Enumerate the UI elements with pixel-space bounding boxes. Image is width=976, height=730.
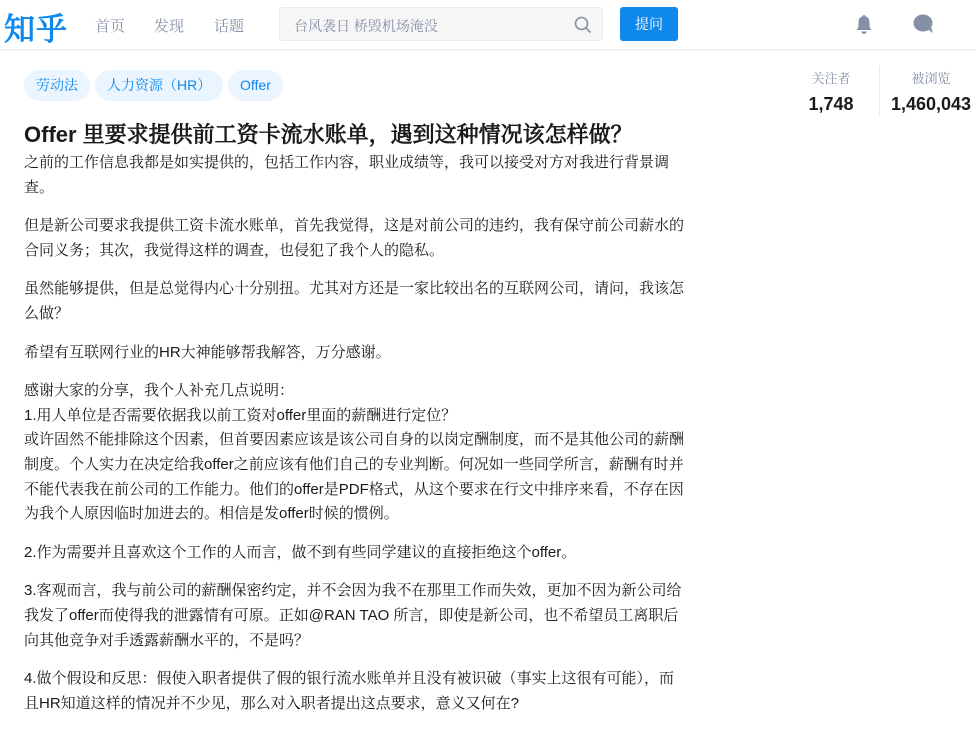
views-stat: [886, 68, 976, 115]
followers-count: 1,748: [808, 94, 854, 114]
search-input[interactable]: [279, 7, 603, 41]
paragraph-line: 感谢大家的分享，我个人补充几点说明：: [24, 382, 295, 400]
paragraph-line: 希望有互联网行业的HR大神能够帮我解答，万分感谢。: [24, 343, 391, 361]
nav-home[interactable]: 首页: [95, 18, 126, 35]
paragraph-line: 么做？: [24, 304, 70, 322]
followers-label: 关注者: [811, 71, 851, 86]
question-paragraph: [24, 277, 694, 326]
paragraph-line: 不能代表我在前公司的工作能力。他们的offer是PDF格式，从这个要求在行文中排序来看，不存在因: [24, 480, 684, 498]
paragraph-line: 2.作为需要并且喜欢这个工作的人而言，做不到有些同学建议的直接拒绝这个offer。: [24, 543, 577, 561]
top-navbar: [0, 0, 976, 50]
zhihu-logo[interactable]: 知乎: [4, 12, 68, 47]
question-paragraph: [24, 379, 694, 527]
paragraph-line: 或许固然不能排除这个因素，但首要因素应该是该公司自身的以岗定酬制度，而不是其他公司的薪酬: [24, 431, 685, 449]
paragraph-line: 之前的工作信息我都是如实提供的，包括工作内容，职业成绩等，我可以接受对方对我进行背景调: [24, 154, 670, 171]
views-label: 被浏览: [911, 71, 951, 86]
question-paragraph: [24, 341, 694, 366]
search-placeholder: 台风袭日 桥毁机场淹没: [294, 18, 438, 34]
paragraph-line: 为我个人原因临时加进去的。相信是发offer时候的惯例。: [24, 505, 399, 523]
paragraph-line: 3.客观而言，我与前公司的薪酬保密约定，并不会因为我不在那里工作而失效，更加不因为新公司给: [24, 582, 682, 600]
paragraph-line: 且HR知道这样的情况并不少见，那么对入职者提出这点要求，意义又何在?: [24, 694, 520, 712]
topic-tag-labor-law[interactable]: 劳动法: [24, 70, 90, 101]
question-paragraph: [24, 151, 694, 200]
question-paragraph: [24, 541, 694, 566]
topic-tag-offer[interactable]: Offer: [228, 70, 283, 101]
followers-stat[interactable]: [800, 68, 862, 115]
stats-divider: [879, 66, 880, 116]
nav-discover[interactable]: 发现: [154, 18, 185, 35]
paragraph-line: 查。: [24, 178, 55, 196]
notification-bell-icon[interactable]: [853, 13, 875, 35]
paragraph-line: 我发了offer而使得我的泄露情有可原。正如@RAN TAO 所言，即使是新公司，也不希望员工离职后: [24, 606, 679, 624]
paragraph-line: 1.用人单位是否需要依据我以前工资对offer里面的薪酬进行定位？: [24, 406, 457, 424]
question-paragraph: [24, 579, 694, 653]
paragraph-line: 虽然能够提供，但是总觉得内心十分别扭。尤其对方还是一家比较出名的互联网公司，请问，我该怎: [24, 280, 685, 298]
views-count: 1,460,043: [890, 94, 972, 114]
messages-icon[interactable]: [912, 13, 936, 35]
question-paragraph: [24, 214, 694, 263]
ask-question-button[interactable]: 提问: [620, 7, 678, 41]
topic-tag-hr[interactable]: 人力资源（HR）: [95, 70, 223, 101]
paragraph-line: 向其他竞争对手透露薪酬水平的，不是吗？: [24, 631, 310, 649]
search-icon[interactable]: [574, 16, 592, 34]
question-detail: [24, 151, 694, 730]
paragraph-line: 4.做个假设和反思：假使入职者提供了假的银行流水账单并且没有被识破（事实上这很有可能），而: [24, 670, 675, 688]
paragraph-line: 合同义务；其次，我觉得这样的调查，也侵犯了我个人的隐私。: [24, 241, 445, 259]
question-title: Offer 里要求提供前工资卡流水账单，遇到这种情况该怎样做？: [24, 122, 633, 147]
paragraph-line: 制度。个人实力在决定给我offer之前应该有他们自己的专业判断。何况如一些同学所言，薪酬有时并: [24, 455, 684, 473]
question-paragraph: [24, 667, 694, 716]
nav-topics[interactable]: 话题: [214, 18, 245, 35]
paragraph-line: 但是新公司要求我提供工资卡流水账单，首先我觉得，这是对前公司的违约，我有保守前公司薪水的: [24, 217, 685, 235]
